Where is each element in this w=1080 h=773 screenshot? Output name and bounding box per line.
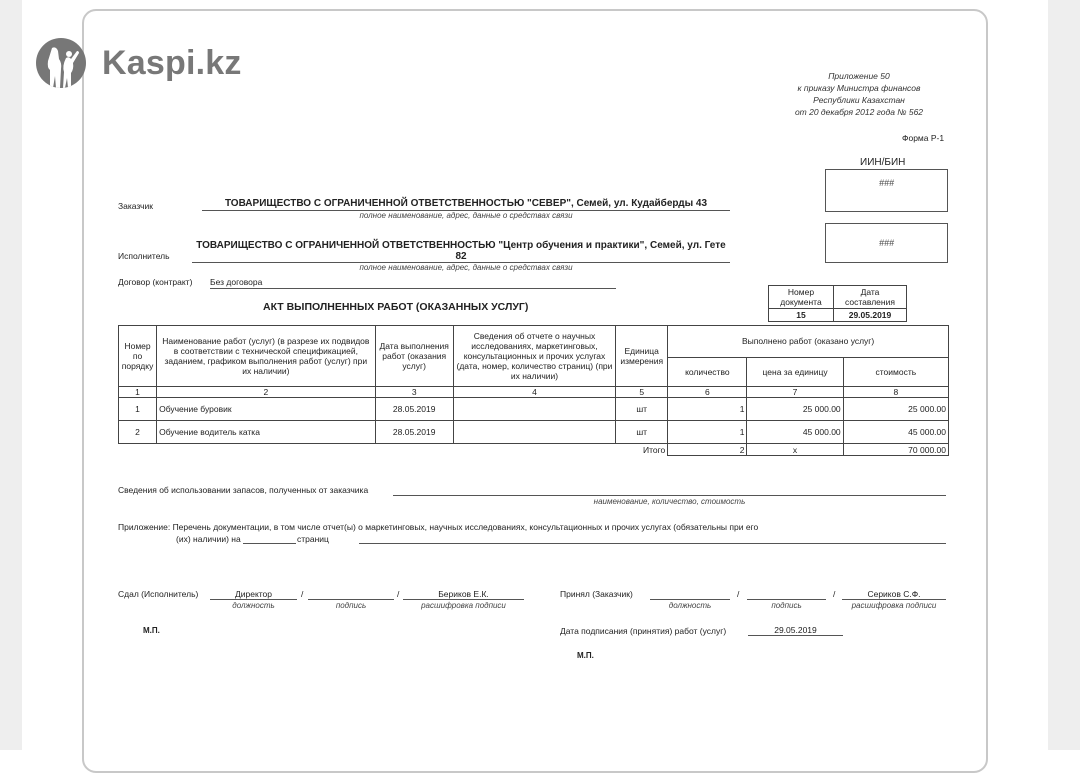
contractor-label: Исполнитель <box>118 251 170 261</box>
document-number-table <box>768 285 907 322</box>
row-unit: шт <box>616 398 668 421</box>
stamp-label: М.П. <box>577 651 594 660</box>
separator: / <box>301 589 304 599</box>
handed-signature-line[interactable] <box>308 589 394 600</box>
doc-number-header <box>769 286 834 309</box>
iin-bin-label: ИИН/БИН <box>860 157 906 168</box>
row-date: 28.05.2019 <box>375 421 453 444</box>
header-group-completed: Выполнено работ (оказано услуг) <box>668 326 949 358</box>
contractor-value-line: 82 <box>455 251 467 262</box>
customer-label: Заказчик <box>118 201 153 211</box>
row-number: 2 <box>119 421 157 444</box>
hint-signature: подпись <box>335 601 367 610</box>
hint-decoding: расшифровка подписи <box>851 601 937 610</box>
contractor-iin-box <box>825 223 948 263</box>
column-number: 5 <box>616 387 668 398</box>
works-table <box>118 325 949 456</box>
column-number: 3 <box>375 387 453 398</box>
stamp-label: М.П. <box>143 626 160 635</box>
total-row <box>119 444 949 456</box>
table-row <box>119 398 949 421</box>
attachment-pages-label: (их) наличии) на <box>176 534 241 544</box>
attachment-pages-suffix: страниц <box>297 534 329 544</box>
row-quantity: 1 <box>668 421 747 444</box>
appendix-note <box>754 70 964 118</box>
total-quantity: 2 <box>668 444 747 456</box>
handed-name: Бериков Е.К. <box>403 589 524 600</box>
accepted-name: Сериков С.Ф. <box>842 589 946 600</box>
separator: / <box>737 589 740 599</box>
row-quantity: 1 <box>668 398 747 421</box>
attachment-line: Приложение: Перечень документации, в том числе отчет(ы) о маркетинговых, научных исследованиях, консультационных и прочих услугах (обязательны при его <box>118 522 759 532</box>
sign-date-value: 29.05.2019 <box>748 625 843 636</box>
column-number: 1 <box>119 387 157 398</box>
document-title: АКТ ВЫПОЛНЕННЫХ РАБОТ (ОКАЗАННЫХ УСЛУГ) <box>263 301 529 313</box>
doc-number-value: 15 <box>769 309 834 322</box>
hint-signature: подпись <box>771 601 802 610</box>
row-price: 25 000.00 <box>747 398 843 421</box>
header-col-quantity: количество <box>668 357 747 386</box>
row-price: 45 000.00 <box>747 421 843 444</box>
row-report <box>453 398 615 421</box>
header-col-number: Номер по порядку <box>119 326 157 387</box>
contractor-value-line: ТОВАРИЩЕСТВО С ОГРАНИЧЕННОЙ ОТВЕТСТВЕННОСТЬЮ "Центр обучения и практики", Семей, ул. Гете <box>196 240 726 251</box>
total-price: x <box>747 444 843 456</box>
separator: / <box>397 589 400 599</box>
doc-date-header-line: составления <box>845 297 895 307</box>
row-name: Обучение водитель катка <box>157 421 376 444</box>
column-number: 8 <box>843 387 948 398</box>
appendix-line: от 20 декабря 2012 года № 562 <box>794 107 924 117</box>
stock-value-line[interactable] <box>393 485 946 496</box>
column-number: 6 <box>668 387 747 398</box>
stock-label: Сведения об использовании запасов, полученных от заказчика <box>118 485 369 495</box>
viewer-scrollbar-track[interactable] <box>1048 0 1080 750</box>
attachment-pages-input[interactable] <box>243 533 296 544</box>
contractor-iin-value: ### <box>878 238 895 248</box>
viewer-left-margin <box>0 0 22 750</box>
document-page <box>82 9 988 773</box>
table-row <box>119 421 949 444</box>
customer-value: ТОВАРИЩЕСТВО С ОГРАНИЧЕННОЙ ОТВЕТСТВЕННОСТЬЮ "СЕВЕР", Семей, ул. Кудайберды 43 <box>202 198 730 211</box>
accepted-signature-line[interactable] <box>747 589 826 600</box>
doc-date-value: 29.05.2019 <box>834 309 907 322</box>
row-name: Обучение буровик <box>157 398 376 421</box>
column-number: 4 <box>453 387 615 398</box>
header-col-price: цена за единицу <box>747 357 843 386</box>
row-cost: 25 000.00 <box>843 398 948 421</box>
handed-label: Сдал (Исполнитель) <box>118 589 199 599</box>
contract-value: Без договора <box>210 277 616 289</box>
hint-position: должность <box>232 601 275 610</box>
customer-iin-value: ### <box>878 177 895 188</box>
header-col-unit: Единица измерения <box>616 326 668 387</box>
column-number: 2 <box>157 387 376 398</box>
accepted-position[interactable] <box>650 589 730 600</box>
column-numbers-row <box>119 387 949 398</box>
row-date: 28.05.2019 <box>375 398 453 421</box>
doc-date-header <box>834 286 907 309</box>
appendix-line: Республики Казахстан <box>813 95 905 105</box>
header-col-report: Сведения об отчете о научных исследованиях, маркетинговых, консультационных и прочих услугах (дата, номер, количество страниц) (при их наличии) <box>453 326 615 387</box>
hint-decoding: расшифровка подписи <box>421 601 506 610</box>
header-col-cost: стоимость <box>843 357 948 386</box>
row-cost: 45 000.00 <box>843 421 948 444</box>
doc-number-header-line: Номер <box>787 287 815 297</box>
row-report <box>453 421 615 444</box>
customer-iin-box <box>825 169 948 212</box>
form-label: Форма Р-1 <box>902 133 945 143</box>
kaspi-family-logo-icon <box>36 38 86 88</box>
separator: / <box>833 589 836 599</box>
handed-position: Директор <box>210 589 297 600</box>
watermark-text: Kaspi.kz <box>102 43 242 82</box>
row-number: 1 <box>119 398 157 421</box>
header-col-name: Наименование работ (услуг) (в разрезе их подвидов в соответствии с технической спецификацией, заданием, графиком выполнения работ (услуг) при их наличии) <box>157 326 376 387</box>
kaspi-watermark <box>36 38 242 88</box>
row-unit: шт <box>616 421 668 444</box>
contractor-hint: полное наименование, адрес, данные о средствах связи <box>359 263 573 272</box>
contractor-value <box>192 240 730 263</box>
doc-number-header-line: документа <box>780 297 822 307</box>
attachment-value-line[interactable] <box>359 533 946 544</box>
stock-hint: наименование, количество, стоимость <box>593 497 746 506</box>
hint-position: должность <box>668 601 712 610</box>
customer-hint: полное наименование, адрес, данные о средствах связи <box>359 211 573 220</box>
total-cost: 70 000.00 <box>843 444 948 456</box>
contract-label: Договор (контракт) <box>118 277 193 287</box>
sign-date-label: Дата подписания (принятия) работ (услуг) <box>560 626 727 636</box>
doc-date-header-line: Дата <box>860 287 880 297</box>
accepted-label: Принял (Заказчик) <box>560 589 633 599</box>
column-number: 7 <box>747 387 843 398</box>
appendix-line: к приказу Министра финансов <box>797 83 921 93</box>
total-label: Итого <box>642 444 666 455</box>
header-col-date: Дата выполнения работ (оказания услуг) <box>375 326 453 387</box>
appendix-line: Приложение 50 <box>828 71 890 81</box>
